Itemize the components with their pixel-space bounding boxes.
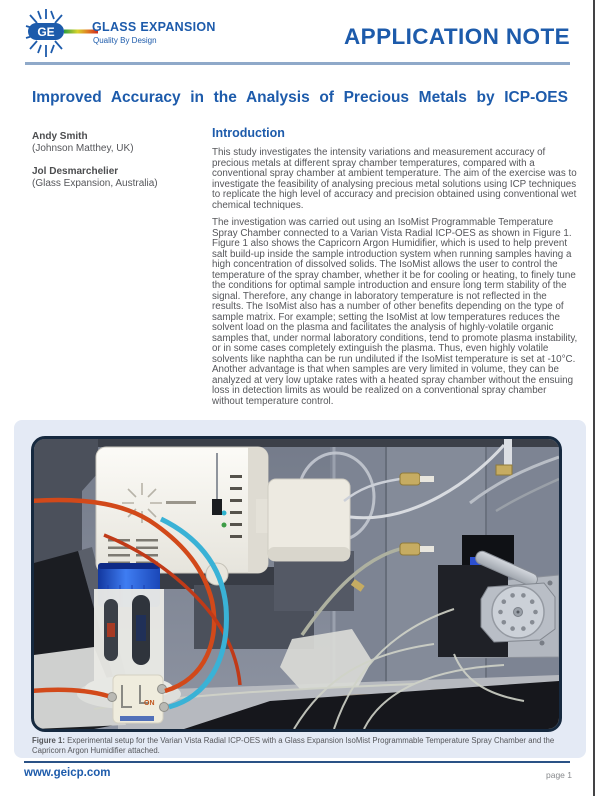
page-title: Improved Accuracy in the Analysis of Precious Metals by ICP-OES bbox=[32, 89, 568, 106]
pump-rotor bbox=[492, 586, 544, 638]
equipment-photo bbox=[31, 436, 562, 732]
ge-monogram: GE bbox=[37, 25, 55, 39]
glass-expansion-logo bbox=[14, 5, 100, 59]
figure-1-panel bbox=[14, 420, 586, 758]
on-label: ON bbox=[144, 700, 155, 707]
page-number: page 1 bbox=[546, 770, 572, 780]
intro-paragraph: The investigation was carried out using an IsoMist Programmable Temperature Spray Chamber connected to a Varian Vista Radial ICP-OES as shown in Figure 1. Figure 1 also shows the Capricorn Argon Humidifier, which is used to help prevent salt build-up inside the sample introduction system when running samples having a high concentration of dissolved solids. The IsoMist allows the user to control the temperature of the spray chamber, whether it be for cooling or heating, to finely tune the conditions for optimal sample introduction and ensure long term stability of the signal. Therefore, any change in laboratory temperature is not reflected in the results. The IsoMist also has a number of other benefits depending on the type of sample matrix. For example; setting the IsoMist at low temperatures reduces the solvent load on the plasma and facilitates the analysis of highly-volatile organic samples that, under normal laboratory conditions, tend to promote plasma instability, or in some cases completely extinguish the plasma. Thus, even highly volatile solvents like naphtha can be run undiluted if the IsoMist temperature is set at -10°C. Another advantage is that when samples are very limited in volume, they can be analyzed at very low uptake rates with a heated spray chamber without the ensuing loss in detection limits as would be realized on a conventional spray chamber without temperature control. bbox=[212, 217, 578, 407]
chamber-base-box bbox=[108, 675, 169, 723]
author-affiliation: (Johnson Matthey, UK) bbox=[32, 143, 134, 154]
footer-divider bbox=[24, 761, 570, 763]
introduction-section bbox=[212, 126, 580, 414]
website-link[interactable]: www.geicp.com bbox=[24, 767, 111, 779]
page-edge-line bbox=[593, 0, 595, 796]
intro-paragraph: This study investigates the intensity variations and measurement accuracy of precious metals at different spray chamber temperatures, compared with a conventional spray chamber at ambient temperature. The aim of the exercise was to investigate the feasibility of analysing precious metal solutions using ICP techniques to replicate the high level of accuracy and precision obtained using conventional wet chemical techniques. bbox=[212, 147, 577, 211]
header-divider bbox=[25, 62, 570, 65]
figure-label: Figure 1: bbox=[32, 736, 65, 745]
author-affiliation: (Glass Expansion, Australia) bbox=[32, 178, 158, 189]
author-list bbox=[32, 131, 202, 201]
introduction-heading: Introduction bbox=[212, 126, 285, 140]
company-tagline: Quality By Design bbox=[93, 36, 157, 45]
author-name: Andy Smith bbox=[32, 131, 88, 142]
figure-caption bbox=[32, 736, 572, 755]
author-name: Jol Desmarchelier bbox=[32, 166, 119, 177]
author-block bbox=[32, 131, 202, 155]
company-name: GLASS EXPANSION bbox=[92, 20, 216, 34]
figure-caption-text: Experimental setup for the Varian Vista Radial ICP-OES with a Glass Expansion IsoMist Programmable Temperature Spray Chamber and the Capricorn Argon Humidifier attached. bbox=[32, 736, 555, 755]
doc-type-label: APPLICATION NOTE bbox=[344, 24, 570, 49]
author-block bbox=[32, 166, 202, 190]
